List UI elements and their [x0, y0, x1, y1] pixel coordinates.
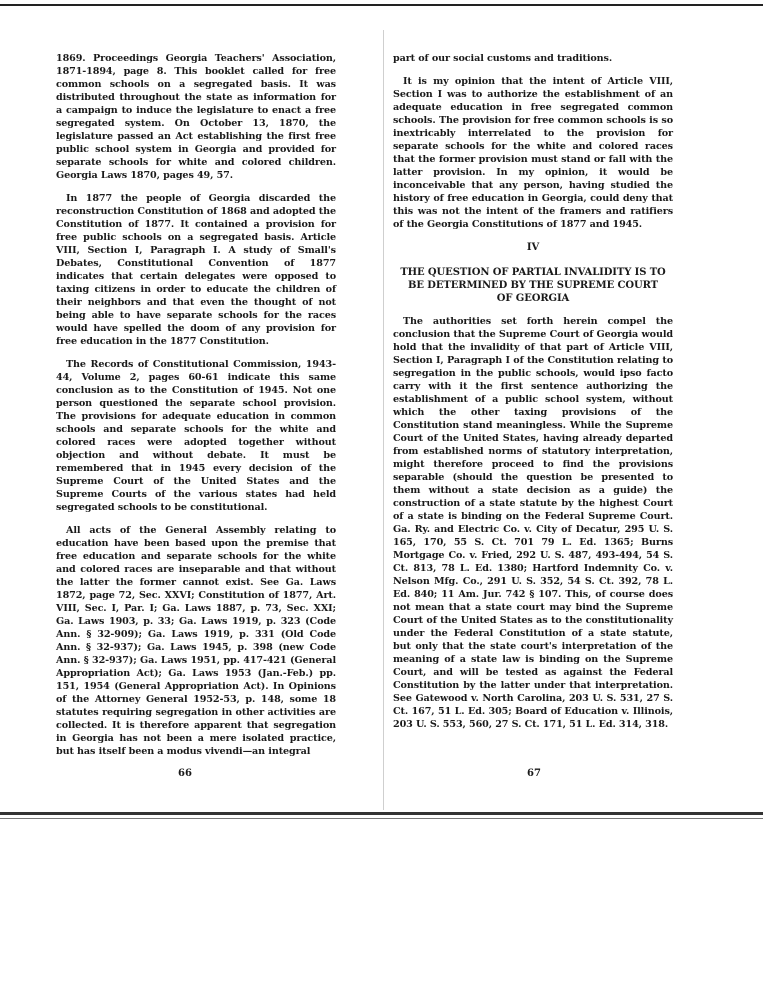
- section-title: THE QUESTION OF PARTIAL INVALIDITY IS TO BE DETERMINED BY THE SUPREME COURT OF GEORGIA: [400, 267, 666, 304]
- left-paragraph-2: In 1877 the people of Georgia discarded the reconstruction Constitution of 1868 and adopted the Constitution of 1877. It contained a provision for free public schools on a segregated basis. Article VIII, Section I, Paragraph I. A study of Small's Debates, Constitutional Convention of 1877 indicates that certain delegates were opposed to taxing citizens in order to educate the children of their neighbors and that even the thought of not being able to have separate schools for the races would have spelled the doom of any provision for free education in the 1877 Constitution.: [56, 193, 336, 347]
- right-paragraph-3: The authorities set forth herein compel the conclusion that the Supreme Court of Georgia would hold that the invalidity of that part of Article VIII, Section I, Paragraph I of the Constitution relating to segregation in the public schools, would ipso facto carry with it the first sentence authorizing the establishment of a public school system, without which the other taxing provisions of the Constitution stand meaningless. While the Supreme Court of the United States, having already departed from established norms of statutory interpretation, might therefore proceed to find the provisions separable (should the question be presented to them without a state decision as a guide) the construction of a state statute by the highest Court of a state is binding on the Federal Supreme Court. Ga. Ry. and Electric Co. v. City of Decatur, 295 U. S. 165, 170, 55 S. Ct. 701 79 L. Ed. 1365; Burns Mortgage Co. v. Fried, 292 U. S. 487, 493-494, 54 S. Ct. 813, 78 L. Ed. 1380; Hartford Indemnity Co. v. Nelson Mfg. Co., 291 U. S. 352, 54 S. Ct. 392, 78 L. Ed. 840; 11 Am. Jur. 742 § 107. This, of course does not mean that a state court may bind the Supreme Court of the United States as to the constitutionality under the Federal Constitution of a state statute, but only that the state court's interpretation of the meaning of a state law is binding on the Supreme Court, and will be tested as against the Federal Constitution by the latter under that interpretation. See Gatewood v. North Carolina, 203 U. S. 531, 27 S. Ct. 167, 51 L. Ed. 305; Board of Education v. Illinois, 203 U. S. 553, 560, 27 S. Ct. 171, 51 L. Ed. 314, 318.: [393, 316, 673, 730]
- page-gutter: [383, 30, 384, 810]
- right-paragraph-2: It is my opinion that the intent of Article VIII, Section I was to authorize the establishment of an adequate education in free segregated common schools. The provision for free common schools is so inextricably interrelated to the provision for separate schools for the white and colored races that the former provision must stand or fall with the latter provision. In my opinion, it would be inconceivable that any person, having studied the history of free education in Georgia, could deny that this was not the intent of the framers and ratifiers of the Georgia Constitutions of 1877 and 1945.: [393, 76, 673, 230]
- left-page-column: [56, 52, 336, 768]
- left-page-number: 66: [178, 768, 192, 779]
- left-paragraph-1: 1869. Proceedings Georgia Teachers' Association, 1871-1894, page 8. This booklet called for free common schools on a segregated basis. It was distributed throughout the state as information for a campaign to induce the legislature to enact a free segregated system. On October 13, 1870, the legislature passed an Act establishing the first free public school system in Georgia and provided for separate schools for white and colored children. Georgia Laws 1870, pages 49, 57.: [56, 53, 336, 181]
- left-paragraph-3: The Records of Constitutional Commission, 1943-44, Volume 2, pages 60-61 indicate this same conclusion as to the Constitution of 1945. Not one person questioned the separate school provision. The provisions for adequate education in common schools and separate schools for the white and colored races were adopted together without objection and without debate. It must be remembered that in 1945 every decision of the Supreme Court of the United States and the Supreme Courts of the various states had held segregated schools to be constitutional.: [56, 359, 336, 513]
- right-page-number: 67: [527, 768, 541, 779]
- section-number: IV: [526, 242, 540, 253]
- right-page-column: [393, 52, 673, 741]
- left-paragraph-4: All acts of the General Assembly relating to education have been based upon the premise that free education and separate schools for the white and colored races are inseparable and that without the latter the former cannot exist. See Ga. Laws 1872, page 72, Sec. XXVI; Constitution of 1877, Art. VIII, Sec. I, Par. I; Ga. Laws 1887, p. 73, Sec. XXI; Ga. Laws 1903, p. 33; Ga. Laws 1919, p. 323 (Code Ann. § 32-909); Ga. Laws 1919, p. 331 (Old Code Ann. § 32-937); Ga. Laws 1945, p. 398 (new Code Ann. § 32-937); Ga. Laws 1951, pp. 417-421 (General Appropriation Act); Ga. Laws 1953 (Jan.-Feb.) pp. 151, 1954 (General Appropriation Act). In Opinions of the Attorney General 1952-53, p. 148, some 18 statutes requiring segregation in other activities are collected. It is therefore apparent that segregation in Georgia has not been a mere isolated practice, but has itself been a modus vivendi—an integral: [56, 525, 336, 757]
- bottom-rule-thin: [0, 818, 763, 819]
- bottom-rule: [0, 812, 763, 815]
- top-rule: [0, 4, 763, 6]
- right-paragraph-1: part of our social customs and traditions.: [393, 53, 613, 64]
